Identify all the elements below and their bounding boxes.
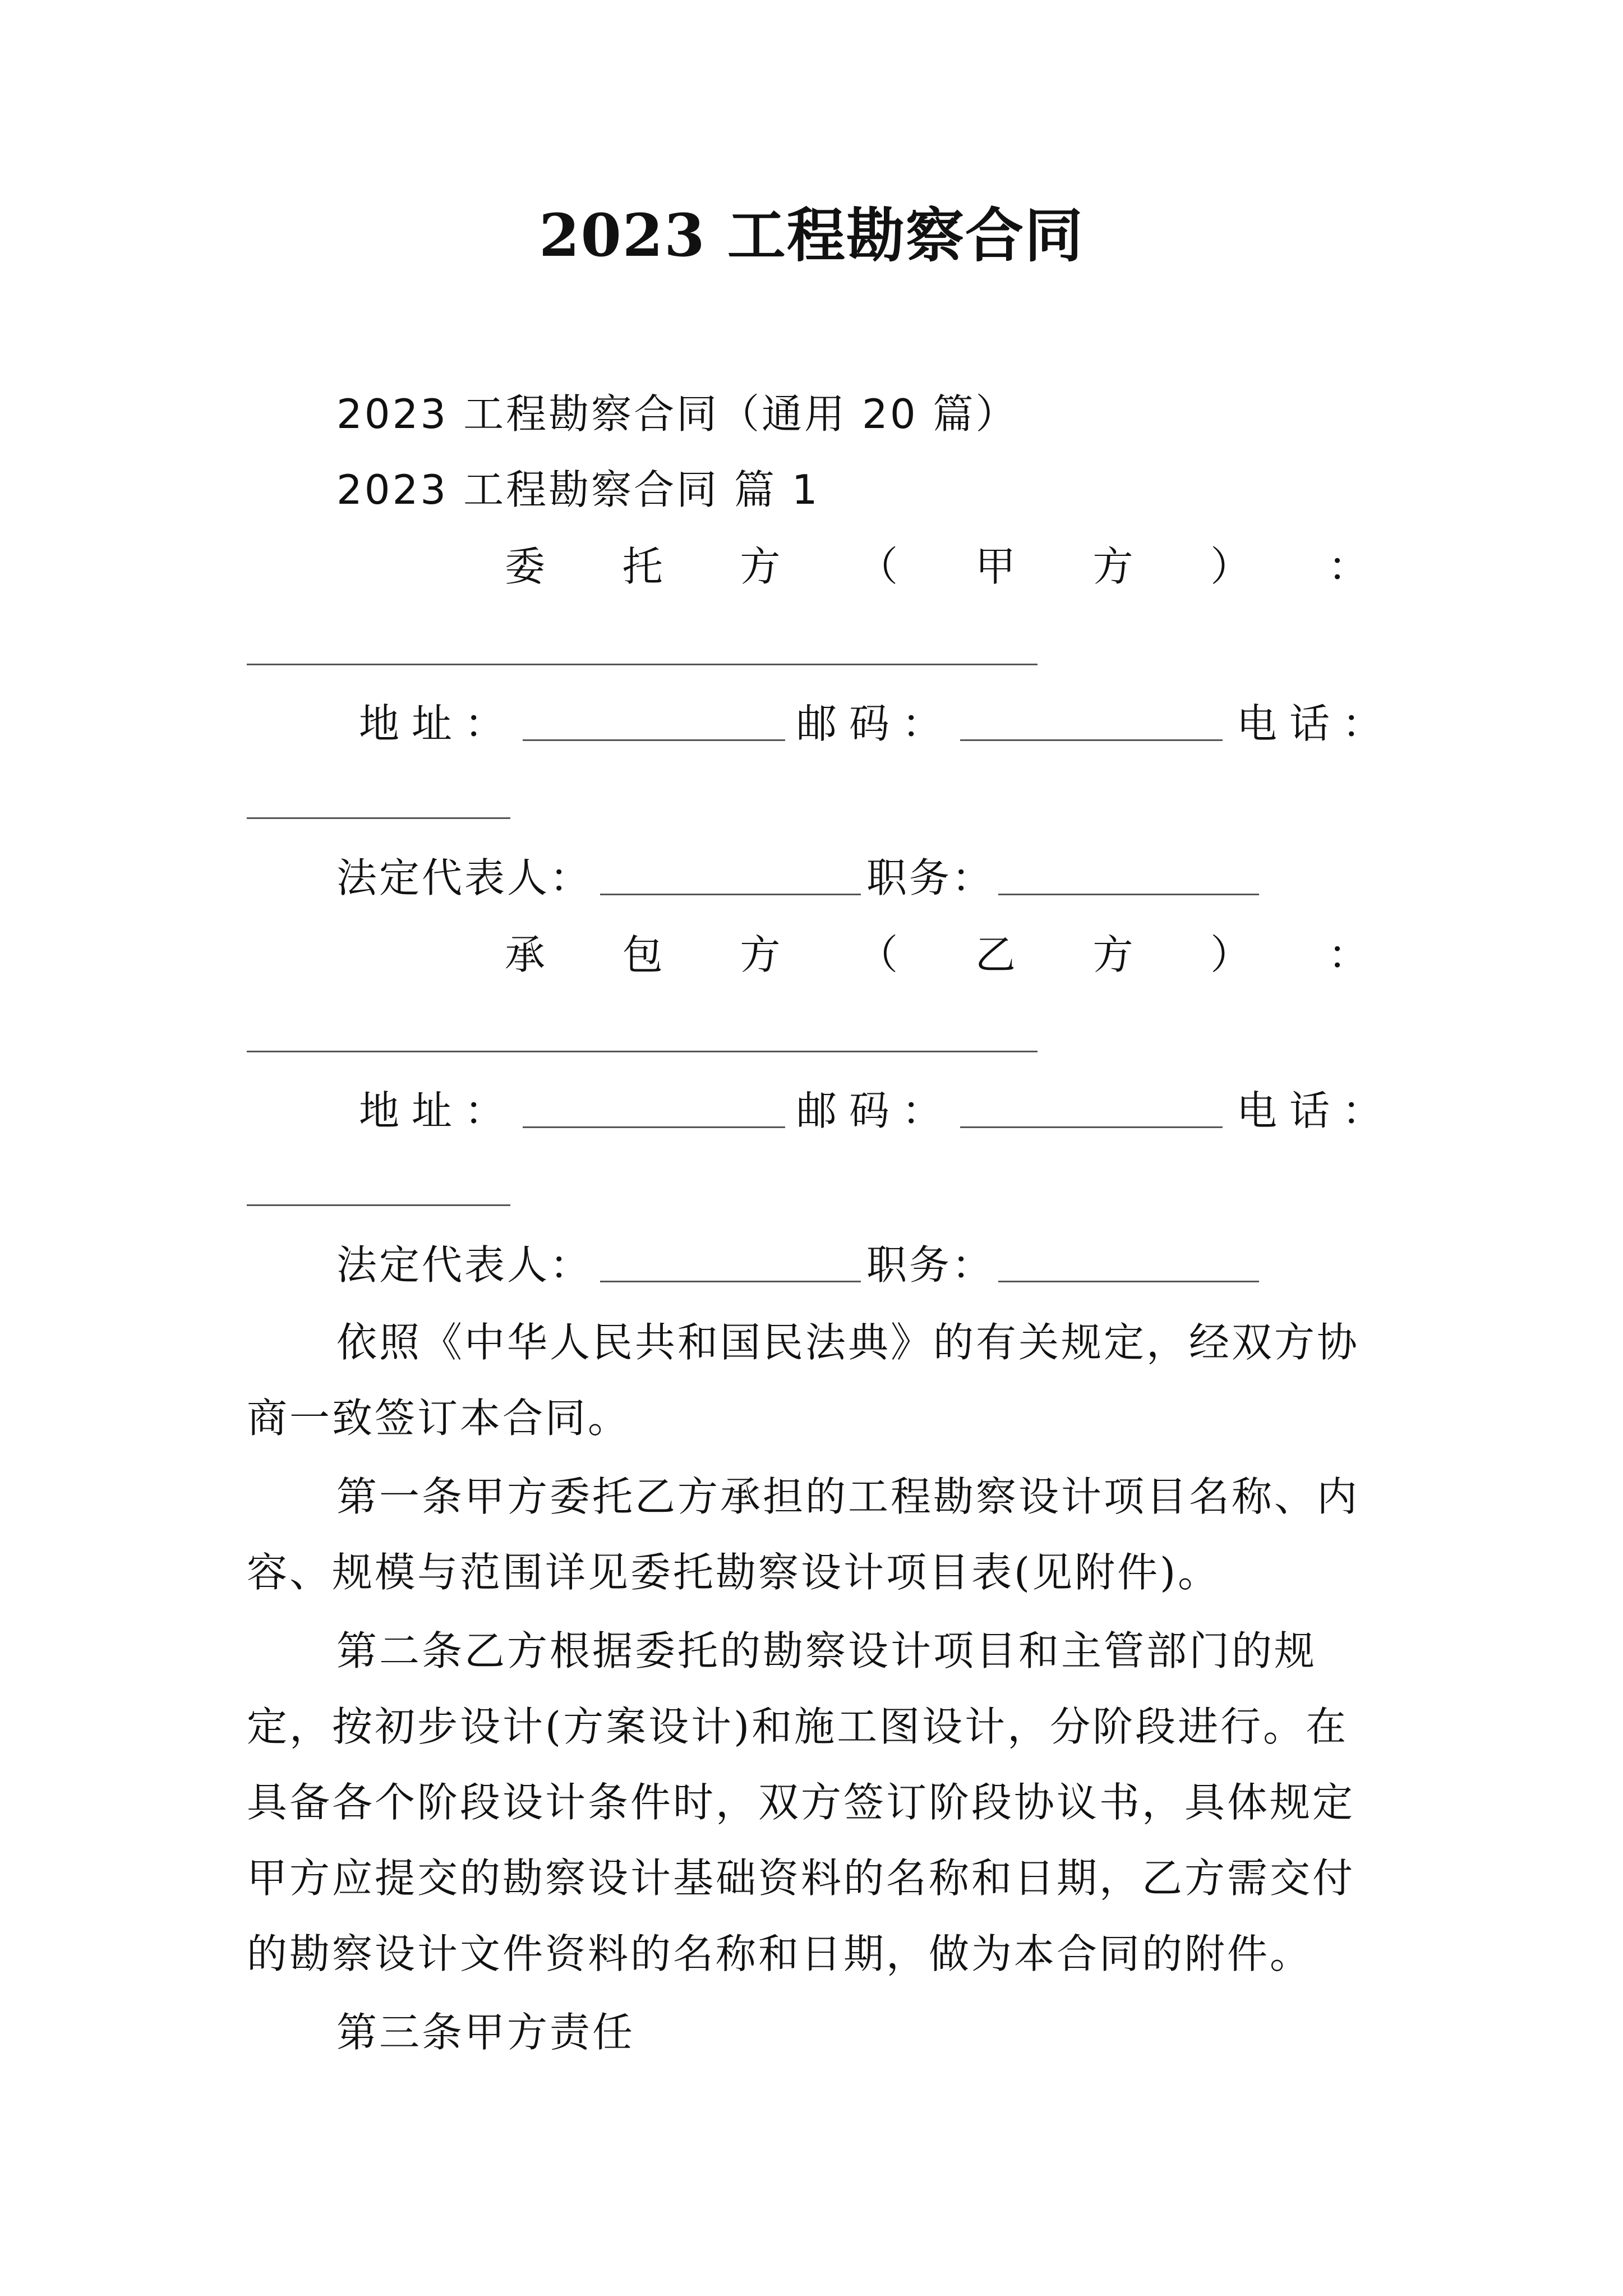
- party-a-rep-row: [336, 850, 592, 906]
- intro-line-2: 商一致签订本合同。: [247, 1395, 631, 1442]
- party-a-label-char: ：: [1327, 543, 1368, 590]
- party-b-rep-blank: [600, 1281, 861, 1282]
- article2-line-2: 定，按初步设计(方案设计)和施工图设计，分阶段进行。在: [247, 1703, 1349, 1750]
- party-b-label: [505, 927, 1368, 983]
- party-b-rep-label: 法定代表人：: [336, 1241, 593, 1289]
- party-b-rep-row: [336, 1237, 592, 1293]
- party-a-phone-blank: [247, 817, 510, 819]
- party-a-label-char: （: [857, 543, 898, 590]
- document-title: 2023 工程勘察合同: [539, 201, 1084, 270]
- party-a-rep-label: 法定代表人：: [336, 854, 593, 901]
- party-a-label: [505, 539, 1368, 595]
- party-b-phone-label: 电话：: [1237, 1087, 1395, 1134]
- party-b-phone-blank: [247, 1204, 510, 1206]
- party-b-label-char: 方: [1092, 931, 1133, 978]
- article1-line-1: 第一条甲方委托乙方承担的工程勘察设计项目名称、内: [336, 1473, 1360, 1520]
- party-a-label-char: ）: [1210, 543, 1251, 590]
- article2-line-1: 第二条乙方根据委托的勘察设计项目和主管部门的规: [336, 1627, 1317, 1674]
- party-a-rep-blank: [600, 894, 861, 895]
- party-a-name-blank: [247, 664, 1038, 665]
- party-b-label-char: 承: [505, 931, 546, 978]
- party-a-postcode-blank: [960, 739, 1223, 741]
- party-b-address-label: 地址：: [359, 1087, 518, 1134]
- party-b-position-label: 职务：: [866, 1241, 995, 1289]
- party-a-postcode-label: 邮码：: [796, 700, 955, 747]
- party-a-position-blank: [998, 894, 1259, 895]
- party-b-position-blank: [998, 1281, 1259, 1282]
- party-a-label-char: 托: [622, 543, 663, 590]
- article3-heading: 第三条甲方责任: [336, 2009, 635, 2056]
- article2-line-4: 甲方应提交的勘察设计基础资料的名称和日期，乙方需交付: [247, 1855, 1355, 1902]
- party-a-label-char: 委: [505, 543, 546, 590]
- party-a-address-blank: [523, 739, 785, 741]
- party-a-label-char: 方: [1092, 543, 1133, 590]
- party-b-name-blank: [247, 1051, 1038, 1052]
- subtitle-collection: 2023 工程勘察合同（通用 20 篇）: [336, 390, 1018, 438]
- party-b-label-char: （: [857, 931, 898, 978]
- party-b-postcode-label: 邮码：: [796, 1087, 955, 1134]
- party-a-position-label: 职务：: [866, 854, 995, 901]
- article2-line-3: 具备各个阶段设计条件时，双方签订阶段协议书，具体规定: [247, 1779, 1355, 1826]
- party-b-label-char: ）: [1210, 931, 1251, 978]
- party-b-label-char: 乙: [975, 931, 1016, 978]
- article1-line-2: 容、规模与范围详见委托勘察设计项目表(见附件)。: [247, 1549, 1221, 1596]
- intro-line-1: 依照《中华人民共和国民法典》的有关规定，经双方协: [336, 1319, 1360, 1366]
- party-b-address-blank: [523, 1126, 785, 1128]
- party-b-postcode-blank: [960, 1126, 1223, 1128]
- party-a-label-char: 甲: [975, 543, 1016, 590]
- party-b-label-char: 方: [740, 931, 781, 978]
- party-a-phone-label: 电话：: [1237, 700, 1395, 747]
- party-b-label-char: ：: [1327, 931, 1368, 978]
- party-b-label-char: 包: [622, 931, 663, 978]
- party-a-address-label: 地址：: [359, 700, 518, 747]
- article2-line-5: 的勘察设计文件资料的名称和日期，做为本合同的附件。: [247, 1930, 1313, 1977]
- party-a-label-char: 方: [740, 543, 781, 590]
- subtitle-section: 2023 工程勘察合同 篇 1: [336, 466, 820, 513]
